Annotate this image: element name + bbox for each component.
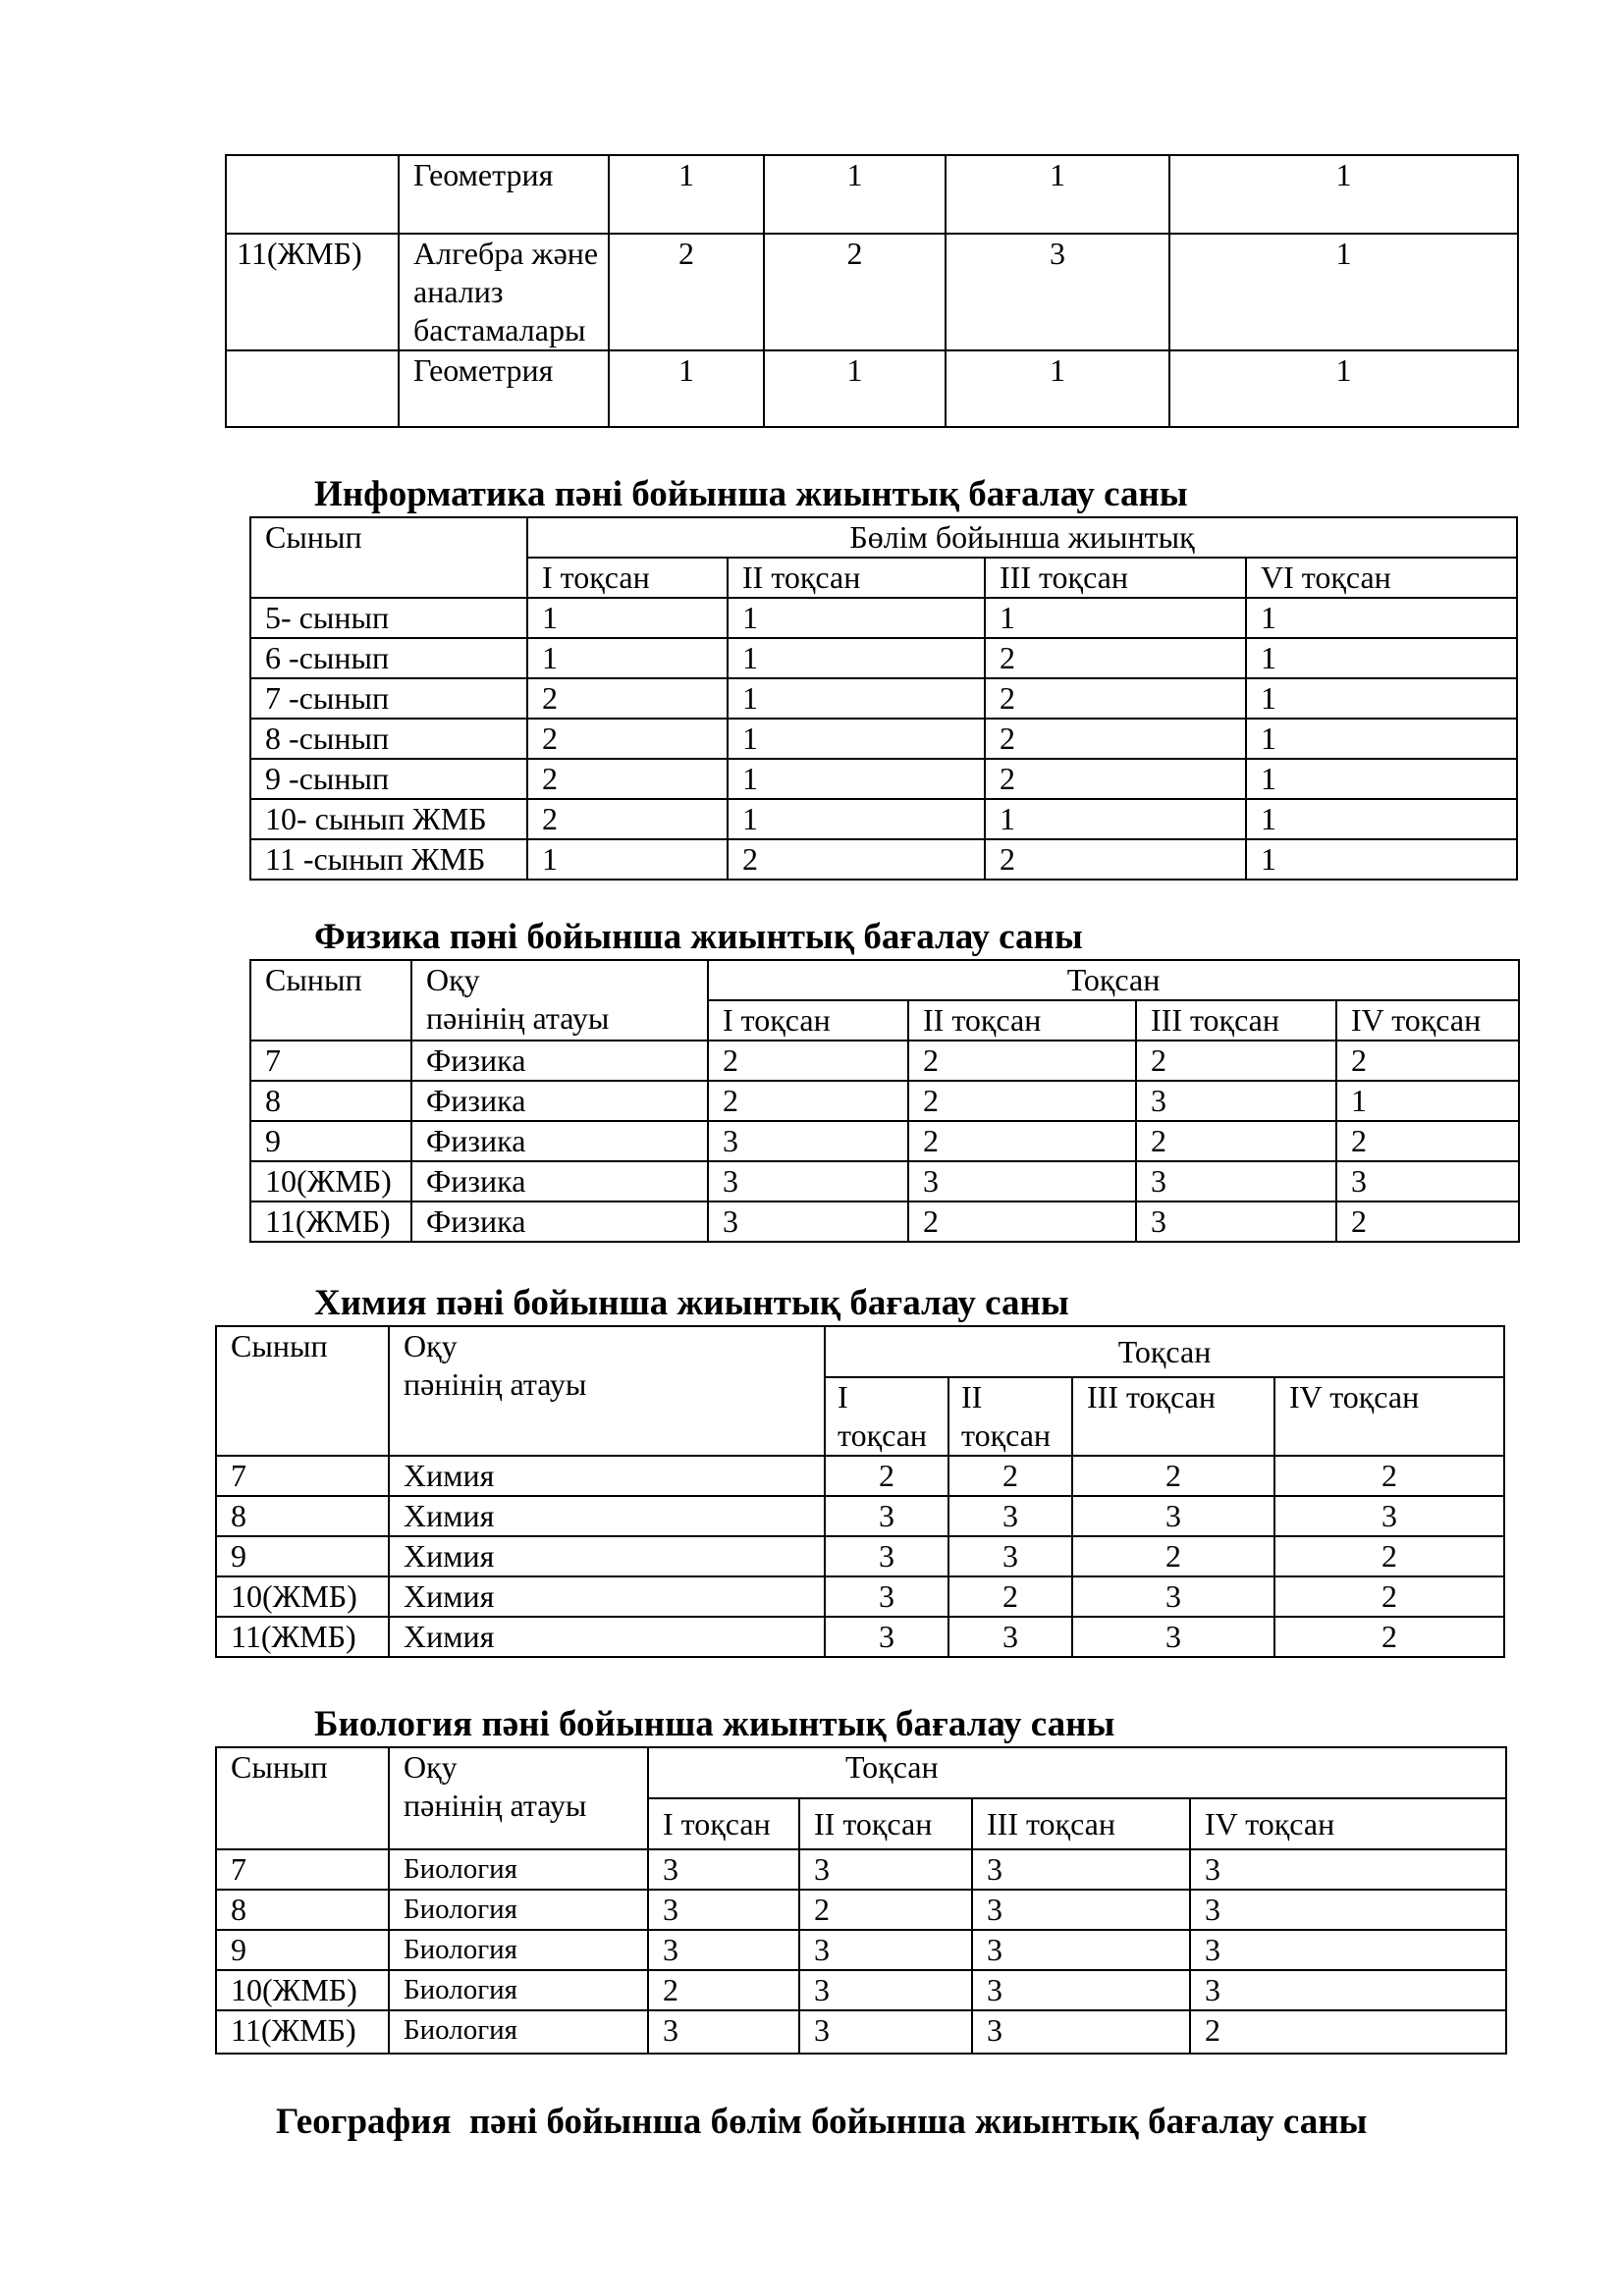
table-row (250, 839, 1517, 880)
value-cell: 1 (728, 638, 985, 678)
value-cell: 3 (972, 1849, 1190, 1890)
value-cell: 3 (648, 1930, 799, 1970)
table-row (226, 234, 1518, 350)
subject-cell: Физика (411, 1161, 708, 1201)
subject-cell: Биология (389, 1970, 648, 2010)
class-cell: 8 -сынып (250, 719, 527, 759)
header-text: Оқу (426, 962, 480, 997)
geography-title: География пәні бойынша бөлім бойынша жиынтық бағалау саны (276, 2102, 1368, 2142)
subject-cell: Биология (389, 1849, 648, 1890)
column-header-subject (411, 960, 708, 1041)
class-cell: 9 (216, 1536, 389, 1576)
value-cell: 2 (985, 678, 1246, 719)
value-cell: 2 (1336, 1121, 1519, 1161)
value-cell: 1 (609, 350, 764, 427)
value-cell: 1 (946, 350, 1169, 427)
table-header-row (250, 960, 1519, 1000)
value-cell: 3 (648, 1849, 799, 1890)
value-cell: 3 (825, 1617, 948, 1657)
subject-cell: Химия (389, 1456, 825, 1496)
group-header: Тоқсан (648, 1747, 1506, 1798)
value-cell: 3 (972, 2010, 1190, 2054)
physics-title: Физика пәні бойынша жиынтық бағалау саны (314, 917, 1083, 957)
class-cell: 9 (250, 1121, 411, 1161)
value-cell: 3 (799, 2010, 972, 2054)
value-cell: 2 (1136, 1041, 1336, 1081)
chemistry-table (215, 1325, 1505, 1658)
value-cell: 2 (527, 759, 728, 799)
value-cell: 2 (948, 1576, 1072, 1617)
value-cell: 2 (1274, 1576, 1504, 1617)
value-cell: 2 (728, 839, 985, 880)
column-header-quarter (948, 1377, 1072, 1456)
column-header-quarter: ІІ тоқсан (728, 558, 985, 598)
table-row (250, 1121, 1519, 1161)
value-cell: 2 (908, 1121, 1136, 1161)
column-header-quarter: ІІІ тоқсан (1136, 1000, 1336, 1041)
value-cell: 1 (1169, 155, 1518, 234)
table-row (216, 1970, 1506, 2010)
value-cell: 1 (1169, 350, 1518, 427)
class-cell (226, 350, 399, 427)
subject-cell: Физика (411, 1121, 708, 1161)
chemistry-title: Химия пәні бойынша жиынтық бағалау саны (314, 1283, 1069, 1323)
value-cell: 2 (1274, 1536, 1504, 1576)
value-cell: 2 (985, 638, 1246, 678)
value-cell: 2 (908, 1201, 1136, 1242)
value-cell: 2 (985, 719, 1246, 759)
informatics-table (249, 516, 1518, 881)
value-cell: 1 (1246, 638, 1517, 678)
table-header-row (250, 517, 1517, 558)
column-header-quarter: ІІІ тоқсан (1072, 1377, 1274, 1456)
value-cell: 1 (728, 678, 985, 719)
table-row (250, 638, 1517, 678)
value-cell: 3 (708, 1121, 908, 1161)
value-cell: 2 (764, 234, 946, 350)
biology-title: Биология пәні бойынша жиынтық бағалау саны (314, 1704, 1115, 1744)
value-cell: 2 (1136, 1121, 1336, 1161)
value-cell: 1 (728, 719, 985, 759)
column-header-quarter: І тоқсан (527, 558, 728, 598)
column-header-quarter (825, 1377, 948, 1456)
table-row (226, 350, 1518, 427)
class-cell: 5- сынып (250, 598, 527, 638)
value-cell: 2 (799, 1890, 972, 1930)
table-row (250, 1081, 1519, 1121)
value-cell: 1 (764, 350, 946, 427)
value-cell: 3 (972, 1930, 1190, 1970)
subject-cell: Геометрия (399, 155, 609, 234)
class-cell: 7 (216, 1849, 389, 1890)
subject-cell: Геометрия (399, 350, 609, 427)
header-text: пәнінің атауы (426, 1000, 610, 1036)
value-cell: 3 (799, 1970, 972, 2010)
value-cell: 1 (764, 155, 946, 234)
column-header-subject (389, 1747, 648, 1849)
header-text: Оқу (404, 1749, 458, 1785)
class-cell: 9 -сынып (250, 759, 527, 799)
class-cell: 6 -сынып (250, 638, 527, 678)
value-cell: 3 (1136, 1201, 1336, 1242)
table-row (250, 759, 1517, 799)
class-cell: 11(ЖМБ) (250, 1201, 411, 1242)
value-cell: 1 (609, 155, 764, 234)
value-cell: 2 (1072, 1536, 1274, 1576)
table-header-row (216, 1747, 1506, 1798)
value-cell: 1 (1246, 759, 1517, 799)
column-header-class: Сынып (216, 1326, 389, 1456)
value-cell: 2 (609, 234, 764, 350)
table-row (216, 1849, 1506, 1890)
subject-cell: Биология (389, 2010, 648, 2054)
value-cell: 3 (708, 1201, 908, 1242)
value-cell: 1 (527, 638, 728, 678)
class-cell: 8 (250, 1081, 411, 1121)
column-header-quarter: ІІ тоқсан (799, 1798, 972, 1849)
value-cell: 1 (728, 598, 985, 638)
value-cell: 1 (1246, 839, 1517, 880)
value-cell: 2 (1274, 1617, 1504, 1657)
value-cell: 3 (825, 1536, 948, 1576)
group-header: Бөлім бойынша жиынтық (527, 517, 1517, 558)
header-text: ІІ (961, 1379, 983, 1415)
value-cell: 1 (728, 799, 985, 839)
class-cell (226, 155, 399, 234)
value-cell: 3 (825, 1496, 948, 1536)
table-row (250, 1161, 1519, 1201)
table-row (250, 678, 1517, 719)
value-cell: 1 (1169, 234, 1518, 350)
value-cell: 1 (1246, 598, 1517, 638)
value-cell: 3 (948, 1617, 1072, 1657)
group-header: Тоқсан (825, 1326, 1504, 1377)
table-header-row (216, 1326, 1504, 1377)
value-cell: 3 (799, 1930, 972, 1970)
value-cell: 2 (648, 1970, 799, 2010)
column-header-class: Сынып (250, 517, 527, 598)
subject-cell: Алгебра және анализ бастамалары (399, 234, 609, 350)
class-cell: 7 (216, 1456, 389, 1496)
table-row (216, 1890, 1506, 1930)
class-cell: 8 (216, 1496, 389, 1536)
value-cell: 2 (948, 1456, 1072, 1496)
table-row (216, 2010, 1506, 2054)
table-row (216, 1456, 1504, 1496)
table-row (226, 155, 1518, 234)
header-text: тоқсан (838, 1417, 928, 1453)
value-cell: 3 (1190, 1930, 1506, 1970)
class-cell: 11 -сынып ЖМБ (250, 839, 527, 880)
value-cell: 2 (1336, 1201, 1519, 1242)
class-cell: 8 (216, 1890, 389, 1930)
column-header-class: Сынып (250, 960, 411, 1041)
value-cell: 1 (985, 598, 1246, 638)
header-text: І (838, 1379, 848, 1415)
table-row (250, 799, 1517, 839)
table-row (250, 1201, 1519, 1242)
column-header-quarter: ІV тоқсан (1274, 1377, 1504, 1456)
class-cell: 7 (250, 1041, 411, 1081)
subject-cell: Биология (389, 1930, 648, 1970)
class-cell: 10- сынып ЖМБ (250, 799, 527, 839)
value-cell: 3 (708, 1161, 908, 1201)
column-header-quarter: ІІІ тоқсан (972, 1798, 1190, 1849)
table-row (250, 598, 1517, 638)
group-header: Тоқсан (708, 960, 1519, 1000)
column-header-quarter: ІV тоқсан (1336, 1000, 1519, 1041)
column-header-quarter: ІV тоқсан (1190, 1798, 1506, 1849)
value-cell: 1 (1336, 1081, 1519, 1121)
physics-table (249, 959, 1520, 1243)
value-cell: 2 (527, 799, 728, 839)
table-row (216, 1930, 1506, 1970)
column-header-quarter: ІІ тоқсан (908, 1000, 1136, 1041)
table-row (250, 1041, 1519, 1081)
value-cell: 3 (1190, 1970, 1506, 2010)
subject-cell: Физика (411, 1201, 708, 1242)
value-cell: 2 (1336, 1041, 1519, 1081)
value-cell: 2 (908, 1081, 1136, 1121)
value-cell: 3 (1072, 1496, 1274, 1536)
informatics-title: Информатика пәні бойынша жиынтық бағалау саны (314, 474, 1188, 514)
column-header-class: Сынып (216, 1747, 389, 1849)
class-cell: 9 (216, 1930, 389, 1970)
table-row (250, 719, 1517, 759)
header-text: пәнінің атауы (404, 1788, 587, 1823)
value-cell: 3 (825, 1576, 948, 1617)
subject-cell: Химия (389, 1576, 825, 1617)
value-cell: 2 (985, 759, 1246, 799)
value-cell: 1 (946, 155, 1169, 234)
class-cell: 10(ЖМБ) (216, 1576, 389, 1617)
column-header-quarter: ІІІ тоқсан (985, 558, 1246, 598)
value-cell: 1 (985, 799, 1246, 839)
header-text: пәнінің атауы (404, 1366, 587, 1402)
value-cell: 3 (908, 1161, 1136, 1201)
subject-cell: Химия (389, 1617, 825, 1657)
subject-cell: Химия (389, 1496, 825, 1536)
value-cell: 3 (972, 1890, 1190, 1930)
subject-cell: Химия (389, 1536, 825, 1576)
value-cell: 2 (708, 1041, 908, 1081)
value-cell: 2 (985, 839, 1246, 880)
value-cell: 2 (1274, 1456, 1504, 1496)
value-cell: 3 (1336, 1161, 1519, 1201)
column-header-quarter: І тоқсан (708, 1000, 908, 1041)
subject-cell: Биология (389, 1890, 648, 1930)
subject-cell: Физика (411, 1041, 708, 1081)
value-cell: 2 (1190, 2010, 1506, 2054)
value-cell: 3 (799, 1849, 972, 1890)
math-table (225, 154, 1519, 428)
value-cell: 1 (527, 839, 728, 880)
class-cell: 10(ЖМБ) (250, 1161, 411, 1201)
column-header-quarter: І тоқсан (648, 1798, 799, 1849)
value-cell: 3 (1190, 1890, 1506, 1930)
header-text: тоқсан (961, 1417, 1052, 1453)
table-row (216, 1617, 1504, 1657)
biology-table (215, 1746, 1507, 2055)
value-cell: 3 (1190, 1849, 1506, 1890)
value-cell: 1 (1246, 719, 1517, 759)
value-cell: 3 (1136, 1161, 1336, 1201)
value-cell: 3 (1072, 1617, 1274, 1657)
column-header-subject (389, 1326, 825, 1456)
value-cell: 2 (1072, 1456, 1274, 1496)
class-cell: 11(ЖМБ) (226, 234, 399, 350)
class-cell: 10(ЖМБ) (216, 1970, 389, 2010)
value-cell: 2 (527, 719, 728, 759)
value-cell: 3 (948, 1496, 1072, 1536)
value-cell: 3 (948, 1536, 1072, 1576)
value-cell: 2 (825, 1456, 948, 1496)
class-cell: 11(ЖМБ) (216, 2010, 389, 2054)
value-cell: 3 (972, 1970, 1190, 2010)
value-cell: 2 (527, 678, 728, 719)
subject-cell: Физика (411, 1081, 708, 1121)
value-cell: 3 (1136, 1081, 1336, 1121)
value-cell: 3 (1072, 1576, 1274, 1617)
table-row (216, 1536, 1504, 1576)
class-cell: 11(ЖМБ) (216, 1617, 389, 1657)
table-row (216, 1576, 1504, 1617)
table-row (216, 1496, 1504, 1536)
column-header-quarter: VІ тоқсан (1246, 558, 1517, 598)
value-cell: 1 (728, 759, 985, 799)
value-cell: 1 (527, 598, 728, 638)
value-cell: 1 (1246, 799, 1517, 839)
value-cell: 3 (648, 2010, 799, 2054)
value-cell: 3 (1274, 1496, 1504, 1536)
value-cell: 1 (1246, 678, 1517, 719)
value-cell: 2 (908, 1041, 1136, 1081)
value-cell: 3 (648, 1890, 799, 1930)
header-text: Оқу (404, 1328, 458, 1363)
value-cell: 2 (708, 1081, 908, 1121)
class-cell: 7 -сынып (250, 678, 527, 719)
value-cell: 3 (946, 234, 1169, 350)
